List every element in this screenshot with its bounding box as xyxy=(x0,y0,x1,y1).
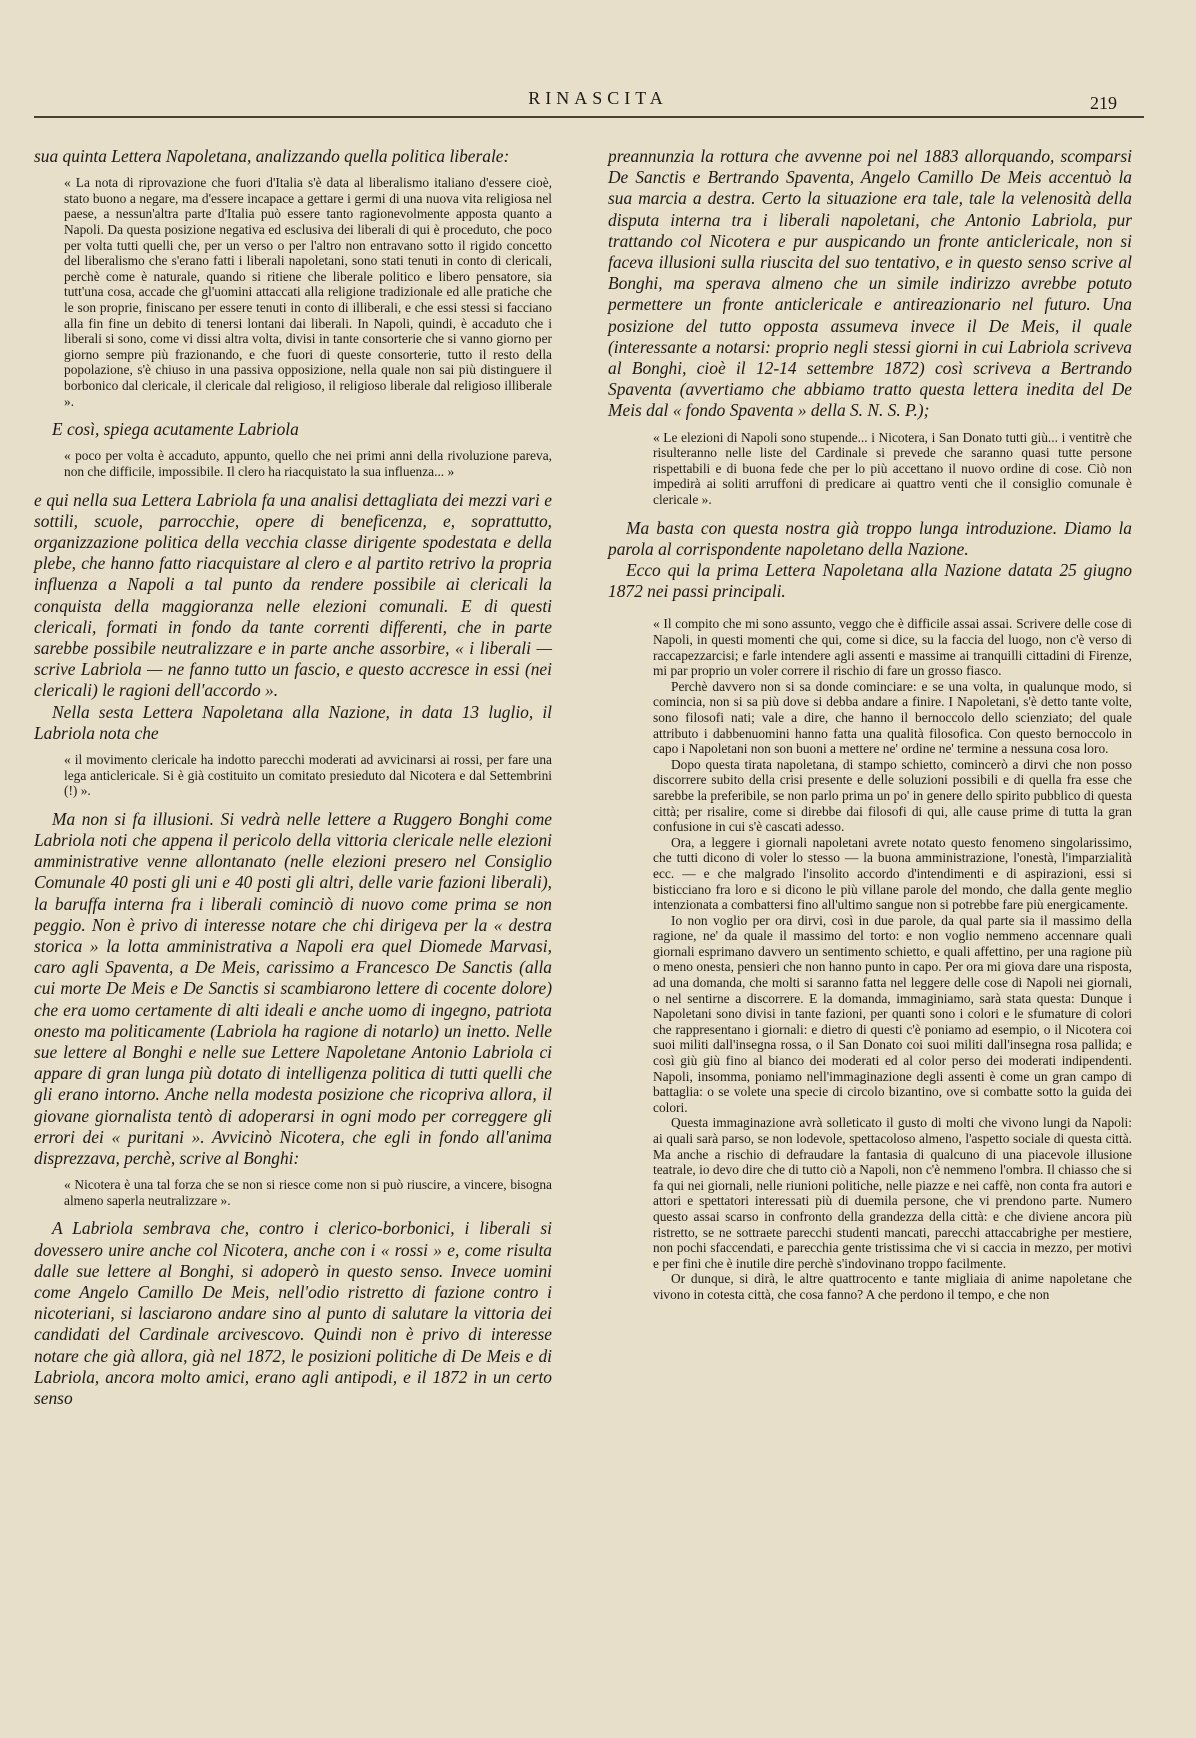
letter-quote: Perchè davvero non si sa donde cominciare: e se una volta, in qualunque modo, si comincia, non si sa più dove si debba andare a finire. I Napoletani, s'è detto tante volte, sono filosofi nati; vale a dire, che hanno il bernoccolo dello scienziato; del quale attributo i dabbenuomini hanno fatta una qualità filosofica. Con questo bernoccolo in capo i Napoletani non son buoni a mettere ne' ordine ne' termine a nessuna cosa loro. xyxy=(653,678,1132,757)
paragraph: E così, spiega acutamente Labriola xyxy=(52,419,299,440)
paragraph: Nella sesta Lettera Napoletana alla Nazione, in data 13 luglio, il Labriola nota che xyxy=(34,701,552,743)
paragraph: e qui nella sua Lettera Labriola fa una analisi dettagliata dei mezzi vari e sottili, scuole, parrocchie, opere di beneficenza, e, soprattutto, organizzazione politica della vecchia classe dirigente spodestata e della plebe, che hanno fatto riacquistare al clero e al partito retrivo la propria influenza a Napoli a tal punto da rendere possibile ai clericali la conquista della maggioranza nelle elezioni comunali. E di questi clericali, formati in fondo da tante correnti differenti, che in parte sarebbe possibile neutralizzare e in parte anche assorbire, « i liberali — scrive Labriola — ne fanno tutto un fascio, e questo accresce in essi (nei clericali) le ragioni dell'accordo ». xyxy=(34,489,552,701)
block-quote: « poco per volta è accaduto, appunto, quello che nei primi anni della rivoluzione pareva, non che difficile, impossibile. Il clero ha riacquistato la sua influenza... » xyxy=(64,448,552,479)
paragraph: Ecco qui la prima Lettera Napoletana alla Nazione datata 25 giugno 1872 nei passi principali. xyxy=(608,560,1132,602)
paragraph: Ma basta con questa nostra già troppo lunga introduzione. Diamo la parola al corrispondente napoletano della Nazione. xyxy=(608,517,1132,559)
header-rule xyxy=(34,116,1144,118)
letter-quote: Io non voglio per ora dirvi, così in due parole, da qual parte sia il massimo della ragione, ne' da quale il massimo del torto: e non voglio nemmeno accennare quali giornali esprimano davvero un sentimento schietto, e quali affettino, per una ragione più o meno onesta, pensieri che non hanno punto in capo. Per ora mi giova dare una risposta, ad una domanda, che molti si saranno fatta nel leggere delle cose di Napoli nei giornali, o nel sentirne a discorrere. E la domanda, immaginiamo, sarà stata questa: Dunque i Napoletani sono divisi in tante fazioni, per quanti sono i colori e le sfumature di colori che rappresentano i giornali: e dietro di questi c'è poniamo ad esempio, o il Nicotera coi suoi militi dall'insegna rossa, o il San Donato coi suoi militi dall'insegna rosa pallida; e così giù giù fino al bianco dei moderati ed al color perso dei moderati indipendenti. Napoli, insomma, poniamo nell'immaginazione degli assenti è come un gran campo di battaglia: o se volete una specie di circolo bizantino, ove si combatte sotto la guida dei colori. xyxy=(653,912,1132,1115)
paragraph: preannunzia la rottura che avvenne poi nel 1883 allorquando, scomparsi De Sanctis e Bertrando Spaventa, Angelo Camillo De Meis accentuò la sua marcia a destra. Certo la situazione era tale, tale la velenosità della disputa interna tra i liberali napoletani, che Antonio Labriola, pur trattando col Nicotera e pur auspicando un fronte anticlericale, non si faceva illusioni sulla riuscita del suo tentativo, e in questo senso scrive al Bonghi, ma sperava almeno che un simile indirizzo avrebbe potuto permettere un fronte anticlericale e antireazionario nel futuro. Una posizione del tutto opposta assumeva invece il De Meis, il quale (interessante a notarsi: proprio negli stessi giorni in cui Labriola scriveva al Bonghi, cioè il 12-14 settembre 1872) così scriveva a Bertrando Spaventa (avvertiamo che abbiamo tratto questa lettera inedita del De Meis dal « fondo Spaventa » della S. N. S. P.); xyxy=(608,146,1132,421)
block-quote: « il movimento clericale ha indotto parecchi moderati ad avvicinarsi ai rossi, per fare una lega anticlericale. Si è già costituito un comitato presieduto dal Nicotera e dal Settembrini (!) ». xyxy=(64,751,552,799)
page-number: 219 xyxy=(1090,93,1117,113)
letter-quote: Or dunque, si dirà, le altre quattrocento e tante migliaia di anime napoletane che vivono in cotesta città, che cosa fanno? A che perdono il tempo, e che non xyxy=(653,1271,1132,1302)
paragraph: Ma non si fa illusioni. Si vedrà nelle lettere a Ruggero Bonghi come Labriola noti che appena il pericolo della vittoria clericale nelle elezioni amministrative venne allontanato (nelle elezioni presero nel Consiglio Comunale 40 posti gli uni e 40 posti gli altri, delle varie fazioni liberali), la baruffa interna fra i liberali cominciò di nuovo come prima se non peggio. Non è privo di interesse notare che chi dirigeva per la « destra storica » la lotta amministrativa a Napoli era quel Diomede Marvasi, caro agli Spaventa, a De Meis, carissimo a Francesco De Sanctis (alla cui morte De Meis e De Sanctis si scambiarono lettere di cocente dolore) che era uomo certamente di alti ideali e anche uomo di ingegno, patriota onesto ma politicamente (Labriola ha ragione di notarlo) un inetto. Nelle sue lettere al Bonghi e nelle sue Lettere Napoletane Antonio Labriola ci appare di gran lunga più dotato di intelligenza politica di tutti quelli che gli erano intorno. Anche nella modesta posizione che ricopriva allora, il giovane giornalista tentò di adoperarsi in ogni modo per correggere gli errori dei « puritani ». Avvicinò Nicotera, che egli in fondo all'anima disprezzava, perchè, scrive al Bonghi: xyxy=(34,808,552,1168)
running-header-title: RINASCITA xyxy=(528,88,668,108)
letter-quote: Dopo questa tirata napoletana, di stampo schietto, comincerò a dirvi che non posso discorrere subito della crisi presente e delle soluzioni possibili e di quella fra esse che sarebbe la preferibile, se non parlo prima un po' in genere dello spirito pubblico di questa città; per risalire, come si direbbe dai filosofi di qui, alle cause prime di tutta la gran confusione in cui s'è cascati adesso. xyxy=(653,756,1132,835)
block-quote: « La nota di riprovazione che fuori d'Italia s'è data al liberalismo italiano d'essere cioè, stato buono a negare, ma d'essere incapace a gettare i germi di una nuova vita religiosa nel paese, a nessun'altra parte d'Italia può essere tanto ragionevolmente apposta quanto a Napoli. Da questa posizione negativa ed esclusiva dei liberali di qui è proceduto, che poco per volta tutti quelli che, per un verso o per l'altro non entravano sotto il rigido concetto del liberalismo che s'erano fatti i liberali napoletani, sono stati tenuti in conto di clericali, perchè come è naturale, quando si ritiene che liberale politico e libero pensatore, sia tutt'una cosa, accade che gl'uomini attaccati alla religione tradizionale ed alle pratiche che le son proprie, finiscano per essere tenuti in conto di illiberali, e che essi stessi si facciano alla fin fine un debito di tenersi lontani dai liberali. In Napoli, quindi, è accaduto che i liberali si sono, come vi dissi altra volta, divisi in tante consorterie che si vanno giorno per giorno sempre più frazionando, e che fuori di queste consorterie, tutto il resto della popolazione, s'è chiuso in una passiva opposizione, nella quale non sai più distinguere il borbonico dal clericale, il clericale dal religioso, il religioso liberale dal religioso illiberale ». xyxy=(64,175,552,409)
block-quote: « Le elezioni di Napoli sono stupende... i Nicotera, i San Donato tutti giù... i ventitrè che risulteranno nelle liste del Cardinale si prevede che saranno quasi tutte persone rispettabili e di buona fede che per lo più accettano il nuovo ordine di cose. Ciò non impedirà ai soliti arruffoni di predicare ai quattro venti che il consiglio comunale è clericale ». xyxy=(653,429,1132,508)
right-column xyxy=(608,146,1132,1313)
left-column xyxy=(34,146,552,1409)
block-quote: « Nicotera è una tal forza che se non si riesce come non si può riuscire, a vincere, bisogna almeno saperla neutralizzare ». xyxy=(64,1177,552,1208)
paragraph: sua quinta Lettera Napoletana, analizzando quella politica liberale: xyxy=(34,146,510,166)
paragraph: A Labriola sembrava che, contro i clerico-borbonici, i liberali si dovessero unire anche col Nicotera, anche con i « rossi » e, come risulta dalle sue lettere al Bonghi, si adoperò in questo senso. Invece uomini come Angelo Camillo De Meis, nell'odio ristretto di fazione contro i nicoteriani, si lasciarono andare sino al punto di salutare la vittoria dei candidati del Cardinale arcivescovo. Quindi non è privo di interesse notare che già allora, già nel 1872, le posizioni politiche di De Meis e di Labriola, ancora molto amici, erano agli antipodi, e il 1872 in un certo senso xyxy=(34,1218,552,1408)
letter-quote: Ora, a leggere i giornali napoletani avrete notato questo fenomeno singolarissimo, che tutti dicono di voler lo stesso — la buona amministrazione, l'onestà, l'imparzialità ecc. — e che malgrado l'insolito accordo d'intendimenti e di aspirazioni, essi si bisticciano fra loro e si dicono le più villane parole del mondo, che dalla gente meglio intenzionata a combattersi fino all'ultimo sangue non si potrebbe fare più energicamente. xyxy=(653,834,1132,913)
letter-quote: Questa immaginazione avrà solleticato il gusto di molti che vivono lungi da Napoli: ai quali sarà parso, se non lodevole, spettacoloso almeno, l'aspetto sociale di questa città. Ma anche a rischio di defraudare la fantasia di qualcuno di una piacevole illusione teatrale, io devo dire che di tutto ciò a Napoli, non c'è nemmeno l'ombra. Il chiasso che si fa qui nei giornali, nelle riunioni politiche, nelle piazze e nei caffè, non conta fra autori e attori e spettatori interessati più di duemila persone, che vi prendono parte. Numero questo assai scarso in confronto della grandezza della città: e che diviene ancora più ristretto, se ne sottraete parecchi studenti mancati, parecchi attaccabrighe per mestiere, non pochi sfaccendati, e parecchia gente tristissima che vi si caccia in mezzo, per motivi e per fini che è inutile dire perchè s'indovinano troppo facilmente. xyxy=(653,1115,1132,1271)
letter-quote: « Il compito che mi sono assunto, veggo che è difficile assai assai. Scrivere delle cose di Napoli, in questi momenti che qui, come si dice, su la faccia del luogo, non c'è verso di raccapezzarcisi; e farle intendere agli assenti e massime ai tranquilli cittadini di Firenze, mi par proprio un voler correre il rischio di fare un grosso fiasco. xyxy=(653,616,1132,679)
